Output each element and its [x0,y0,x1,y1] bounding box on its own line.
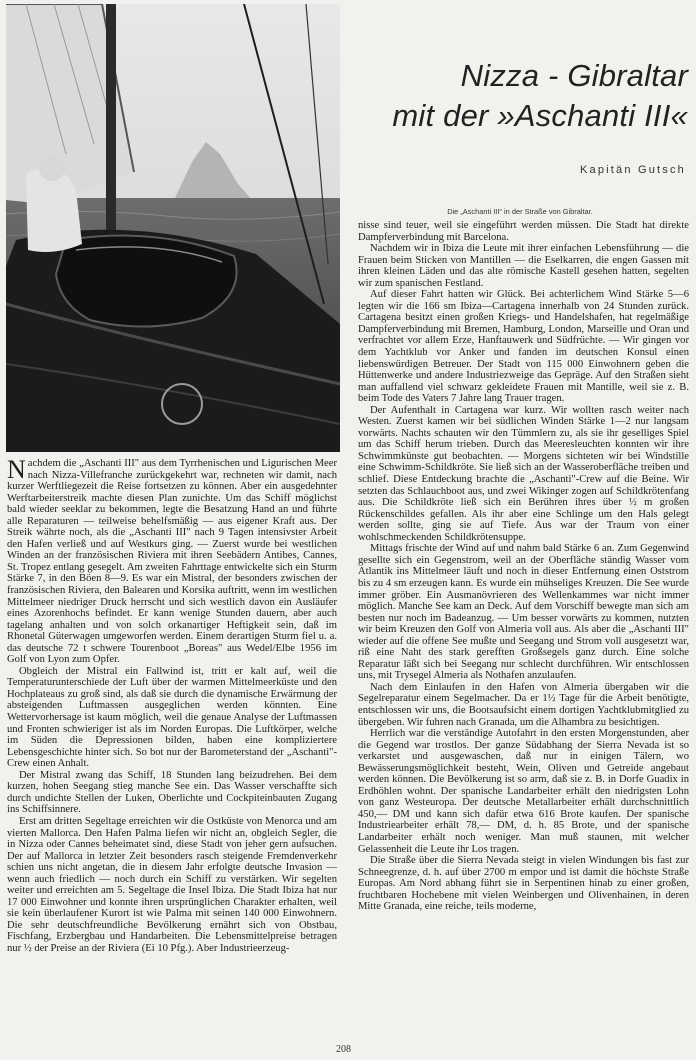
paragraph: Herrlich war die verständige Autofahrt in den ersten Morgenstunden, aber die Gegend war trostlos. Der ganze Südabhang der Sierra Nevada ist so verkarstet und ausgewaschen, daß nur in einigen Tälern, wo Bewässerungsmöglichkeit besteht, Wein, Oliven und Getreide angebaut werden können. Die Bevölkerung ist so arm, daß sie z. B. in Dorfe Guadix in Erdhöhlen wohnt. Der spanische Landarbeiter erhält den niedrigsten Lohn von ganz Westeuropa. Der deutsche Metallarbeiter erhält durchschnittlich 450,— DM und kann sich dafür etwa 616 Brote kaufen. Der spanische Industriearbeiter erhält 78,— DM, d. h. 85 Brote, und der spanische Landarbeiter erhält noch weniger. Man muß staunen, mit welcher Gelassenheit die Leute ihr Los tragen. [358,728,689,855]
paragraph: Der Mistral zwang das Schiff, 18 Stunden lang beizudrehen. Bei dem kurzen, hohen Seegang stieg manche See ein. Das Wasser verschaffte sich durch undichte Stellen der Luken, Oberlichte und Cockpiteinbauten Zugang ins Schiffsinnere. [7,769,337,816]
paragraph: Erst am dritten Segeltage erreichten wir die Ostküste von Menorca und am vierten Mallorca. Den Hafen Palma liefen wir nicht an, obgleich Segler, die in Nizza oder Cannes beheimatet sind, diese Stadt von jeher gern aufsuchen. Der auf Mallorca in letzter Zeit besonders rasch steigende Fremdenverkehr schien uns nicht angetan, die in diesem Jahr erfolgte deutsche Invasion — wenn auch friedlich — noch durch ein Schiff zu verstärken. Wir segelten weiter und erreichten am 5. Segeltage die Insel Ibiza. Die Stadt Ibiza hat nur 17 000 Einwohner und konnte ihren ursprünglichen Charakter erhalten, weil sie kein überlaufener Kurort ist wie Palma mit seinen 140 000 Einwohnern. Die sehr deutschfreundliche Bevölkerung ernährt sich von Obstbau, Fischfang, Erzbergbau und Handarbeiten. Die Lebensmittelpreise betragen nur ½ der Preise an der Riviera (Ei 10 Pfg.). Aber Industrieerzeug- [7,815,337,954]
paragraph: Auf dieser Fahrt hatten wir Glück. Bei achterlichem Wind Stärke 5—6 legten wir die 166 sm Ibiza—Cartagena innerhalb von 24 Stunden zurück. Cartagena besitzt einen großen Kriegs- und Handelshafen, hat regelmäßige Dampferverbindung mit Bremen, Hamburg, London, Marseille und Oran und verfrachtet vor allem Erze, Hanftauwerk und Südfrüchte. — Wir gingen vor dem Yachtklub vor Anker und fanden im deutschen Konsul einen liebenswürdigen Betreuer. Der Stadt von 115 000 Einwohnern geben die Hüttenwerke und andere Industriezweige das Gepräge. Auf den Straßen sieht man auffallend viel schwarz gekleidete Frauen mit Mantille, weil sie z. B. beim Tode des Vaters 7 Jahre lang Trauer tragen. [358,289,689,405]
drop-cap: N [7,455,26,484]
paragraph: Nach dem Einlaufen in den Hafen von Almeria übergaben wir die Segelreparatur einem Segelmacher. Da er 1½ Tage für die Arbeit benötigte, entschlossen wir uns, die Bootsaufsicht einem dortigen Yachtklubmitglied zu übergeben. Wir fuhren nach Granada, um die Alhambra zu besichtigen. [358,681,689,728]
page-number: 208 [336,1044,351,1055]
paragraph: Nachdem wir in Ibiza die Leute mit ihrer einfachen Lebensführung — die Frauen beim Sticken von Mantillen — die Eselkarren, die engen Gassen mit ihren kleinen Läden und das alte römische Kastell gesehen hatten, segelten wir zum spanischen Festland. [358,243,689,289]
title-line-1: Nizza - Gibraltar [460,58,688,93]
sailing-photo [6,4,340,452]
yacht-deck-illustration [6,4,340,452]
paragraph: Der Aufenthalt in Cartagena war kurz. Wir wollten rasch weiter nach Westen. Zuerst kamen wir bei südlichen Winden Stärke 1—2 nur langsam vorwärts. Nachts schauten wir den Tümmlern zu, als sie ihr geselliges Spiel um das Schiff herum trieben. Durch das Meeresleuchten konnten wir ihre Schwimmkünste gut beobachten. — Morgens sichteten wir bei Windstille eine Schwimm-Schildkröte. Sie ließ sich an der Wasseroberfläche treiben und schlief. Diese Entdeckung brachte die „Aschanti"-Crew auf die Beine. Wir setzten das Schlauchboot aus, und zwei Wikinger zogen auf Schildkrötenfang aus. Die Schildkröte ließ sich ein Berühren ihres über ½ m großen Rückenschildes gefallen. Als ihr aber eine Schlinge um den Hals gelegt werden sollte, ging sie auf Tiefe. Aus war der Traum von einer wohlschmeckenden Schildkrötensuppe. [358,404,689,543]
paragraph-text: achdem die „Aschanti III" aus dem Tyrrhenischen und Ligurischen Meer nach Nizza-Villefranche zurückgekehrt war, rechneten wir damit, nach kurzer Werftliegezeit die Reise fortsetzen zu können. Aber ein ausgedehnter Werftarbeiterstreik machte diesen Plan zunichte. Um das Schiff möglichst bald wieder seeklar zu bekommen, legte die Besatzung Hand an und führte alle Reparaturen — teilweise behelfsmäßig — aus eigener Kraft aus. Der Streik währte noch, als die „Aschanti III" nach 9 Tagen intensivster Arbeit den Hafen verließ und auf Westkurs ging. — Zuerst wurde bei westlichen Winden an der französischen Riviera mit ihren Seebädern Antibes, Cannes, St. Tropez entlang gesegelt. Am zweiten Fahrttage entwickelte sich ein Sturm Stärke 7, in den Böen 8—9. Es war ein Mistral, der besonders zwischen der französischen Riviera, den Balearen und Korsika auftritt, wenn im westlichen Mittelmeer niedriger Druck herrscht und sich westlich davon ein Ausläufer eines Azorenhochs befindet. Er kann wenige Stunden dauern, aber auch tagelang anhalten und von solch orkanartiger Heftigkeit sein, daß im Rhonetal Güterwagen umgeworfen werden. Einem derartigen Sturm fiel u. a. das deutsche 72 t schwere Tourenboot „Boreas" aus Wedel/Elbe 1956 im Golf von Lyon zum Opfer. [7,458,337,666]
right-column [358,220,689,913]
paragraph [7,455,337,666]
left-column [7,455,337,955]
paragraph: Mittags frischte der Wind auf und nahm bald Stärke 6 an. Zum Gegenwind gesellte sich ein Gegenstrom, weil an der Oberfläche ständig Wasser vom Atlantik ins Mittelmeer läuft und noch in dieser Entfernung einen Oststrom bis zu 4 sm erzeugen kann. Es wurde ein mühseliges Kreuzen. Die See wurde immer gröber. Ein Ausmanövrieren des Wellenkammes war nicht immer möglich. Manche See kam an Deck. Auf dem Vorschiff bewegte man sich am besten nur noch im Badeanzug. — Um besser vorwärts zu kommen, nutzten wir beim Kreuzen den Golf von Almeria voll aus. Als aber die „Aschanti III" wieder auf die offene See mußte und Seegang und Strom voll ausgesetzt war, riß eine Naht des stark gerefften Großsegels ganz durch. Eine solche Reparatur läßt sich bei Seegang nur schlecht durchführen. Wir entschlossen uns, mit Trysegel Almeria als Nothafen anzulaufen. [358,543,689,682]
paragraph: Die Straße über die Sierra Nevada steigt in vielen Windungen bis fast zur Schneegrenze, d. h. auf über 2700 m empor und ist damit die höchste Straße Europas. Am Nord abhang führt sie in Serpentinen hinab zu einer großen, fruchtbaren Hochebene mit vielen Weinbergen und Olivenhainen, in deren Mitte Granada, eine reiche, teils moderne, [358,855,689,913]
paragraph: nisse sind teuer, weil sie eingeführt werden müssen. Die Stadt hat direkte Dampferverbindung mit Barcelona. [358,220,689,243]
photo-caption: Die „Aschanti III" in der Straße von Gibraltar. [447,207,593,216]
title-line-2: mit der »Aschanti III« [392,98,688,133]
author-byline: Kapitän Gutsch [579,164,686,176]
article-title [352,56,688,136]
paragraph: Obgleich der Mistral ein Fallwind ist, tritt er kalt auf, weil die Temperaturunterschiede der Luft über der warmen Mittelmeerküste und den Hochplateaus zu groß sind, als daß sie durch die dynamische Erwärmung der absteigenden Luftmassen ausgeglichen werden könnten. Eine Wettervorhersage ist kaum möglich, weil die genaue Analyse der Luftmassen und Fronten schwieriger ist als im Norden Europas. Die Luftkörper, welche im Süden die Depressionen bilden, haben eine kompliziertere Lebensgeschichte hinter sich. So bot nur der Barometerstand der „Aschanti"-Crew einen Anhalt. [7,665,337,770]
